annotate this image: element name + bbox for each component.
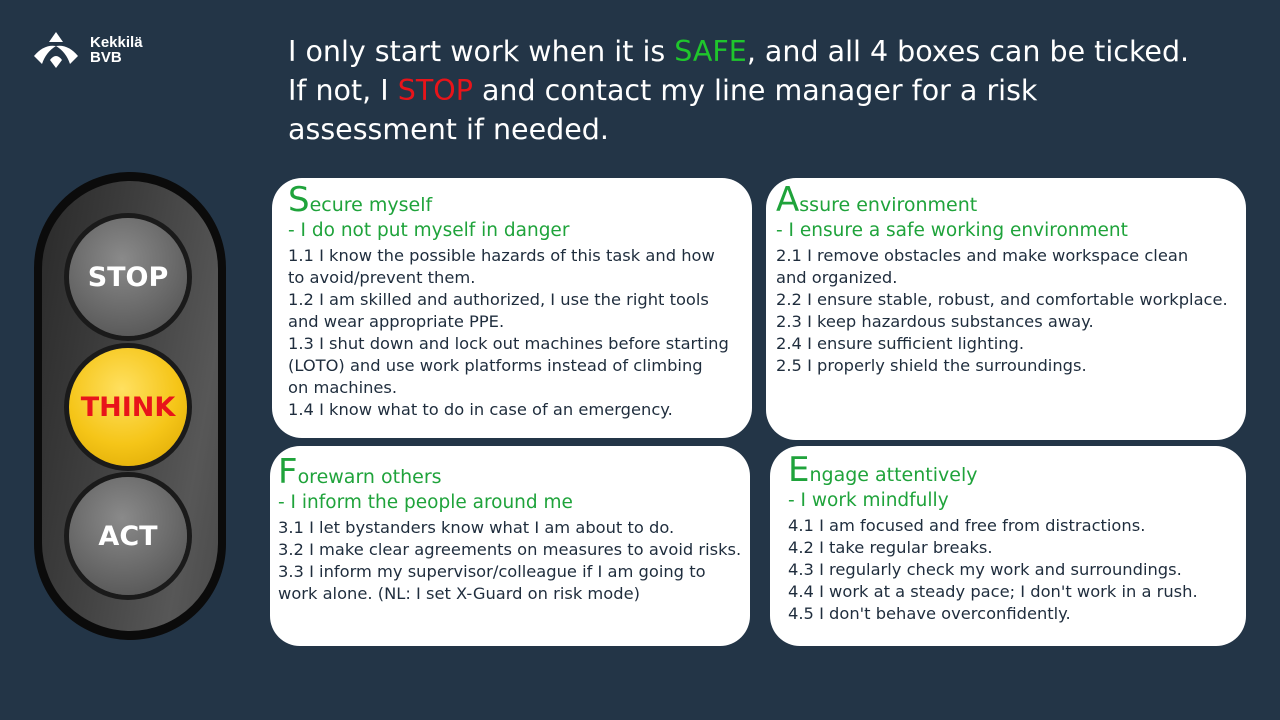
card-title (776, 180, 1246, 220)
card-title (788, 450, 1246, 490)
company-logo (30, 30, 143, 70)
list-item: 1.2 I am skilled and authorized, I use the right tools (288, 290, 709, 309)
card-title (278, 452, 750, 492)
list-item: 3.1 I let bystanders know what I am about to do. (278, 518, 675, 537)
card-subtitle: - I ensure a safe working environment (776, 220, 1128, 241)
list-item: 1.3 I shut down and lock out machines before starting (288, 334, 729, 353)
title-initial: S (288, 180, 310, 220)
card-subtitle: - I do not put myself in danger (288, 220, 570, 241)
list-item: and wear appropriate PPE. (288, 312, 505, 331)
safe-word: SAFE (674, 35, 747, 68)
list-item: 2.1 I remove obstacles and make workspace clean (776, 246, 1189, 265)
title-rest: ecure myself (309, 194, 433, 216)
list-item: 1.1 I know the possible hazards of this task and how (288, 246, 715, 265)
card-title (288, 180, 752, 220)
list-item: 4.4 I work at a steady pace; I don't work in a rush. (788, 582, 1198, 601)
stop-lamp: STOP (69, 218, 187, 336)
headline-text-2: , and all 4 boxes can be ticked. (746, 35, 1190, 68)
headline-text-3: If not, I (288, 74, 398, 107)
item-list (776, 245, 1246, 377)
list-item: to avoid/prevent them. (288, 268, 476, 287)
list-item: and organized. (776, 268, 898, 287)
logo-line-1: Kekkilä (90, 34, 143, 51)
headline-line-3: assessment if needed. (288, 113, 609, 146)
headline (288, 32, 1268, 149)
secure-myself-card (272, 178, 752, 438)
logo-line-2: BVB (90, 49, 122, 66)
card-subtitle: - I inform the people around me (278, 492, 573, 513)
act-lamp: ACT (69, 477, 187, 595)
list-item: 2.4 I ensure sufficient lighting. (776, 334, 1025, 353)
assure-environment-card (766, 178, 1246, 440)
headline-text-1: I only start work when it is (288, 35, 675, 68)
stop-word: STOP (397, 74, 473, 107)
title-initial: E (788, 450, 810, 490)
title-rest: ssure environment (799, 194, 978, 216)
engage-attentively-card (770, 446, 1246, 646)
headline-line-1 (288, 32, 1268, 71)
kekkila-leaf-logo-icon (30, 30, 82, 70)
list-item: 3.2 I make clear agreements on measures to avoid risks. (278, 540, 742, 559)
logo-text (90, 35, 143, 65)
title-initial: F (278, 452, 298, 492)
list-item: 3.3 I inform my supervisor/colleague if I am going to (278, 562, 706, 581)
item-list (278, 517, 750, 605)
list-item: work alone. (NL: I set X-Guard on risk mode) (278, 584, 640, 603)
list-item: 2.5 I properly shield the surroundings. (776, 356, 1087, 375)
headline-text-4: and contact my line manager for a risk (472, 74, 1038, 107)
title-rest: orewarn others (297, 466, 442, 488)
list-item: 2.2 I ensure stable, robust, and comfortable workplace. (776, 290, 1228, 309)
title-rest: ngage attentively (809, 464, 978, 486)
item-list (288, 245, 752, 421)
list-item: 2.3 I keep hazardous substances away. (776, 312, 1094, 331)
list-item: 4.1 I am focused and free from distractions. (788, 516, 1146, 535)
list-item: 4.3 I regularly check my work and surroundings. (788, 560, 1182, 579)
forewarn-others-card (270, 446, 750, 646)
list-item: 4.2 I take regular breaks. (788, 538, 993, 557)
list-item: 1.4 I know what to do in case of an emergency. (288, 400, 673, 419)
think-lamp: THINK (69, 348, 187, 466)
list-item: on machines. (288, 378, 398, 397)
card-subtitle: - I work mindfully (788, 490, 949, 511)
title-initial: A (776, 180, 800, 220)
list-item: (LOTO) and use work platforms instead of climbing (288, 356, 703, 375)
item-list (788, 515, 1246, 625)
headline-line-2 (288, 71, 1268, 110)
list-item: 4.5 I don't behave overconfidently. (788, 604, 1071, 623)
